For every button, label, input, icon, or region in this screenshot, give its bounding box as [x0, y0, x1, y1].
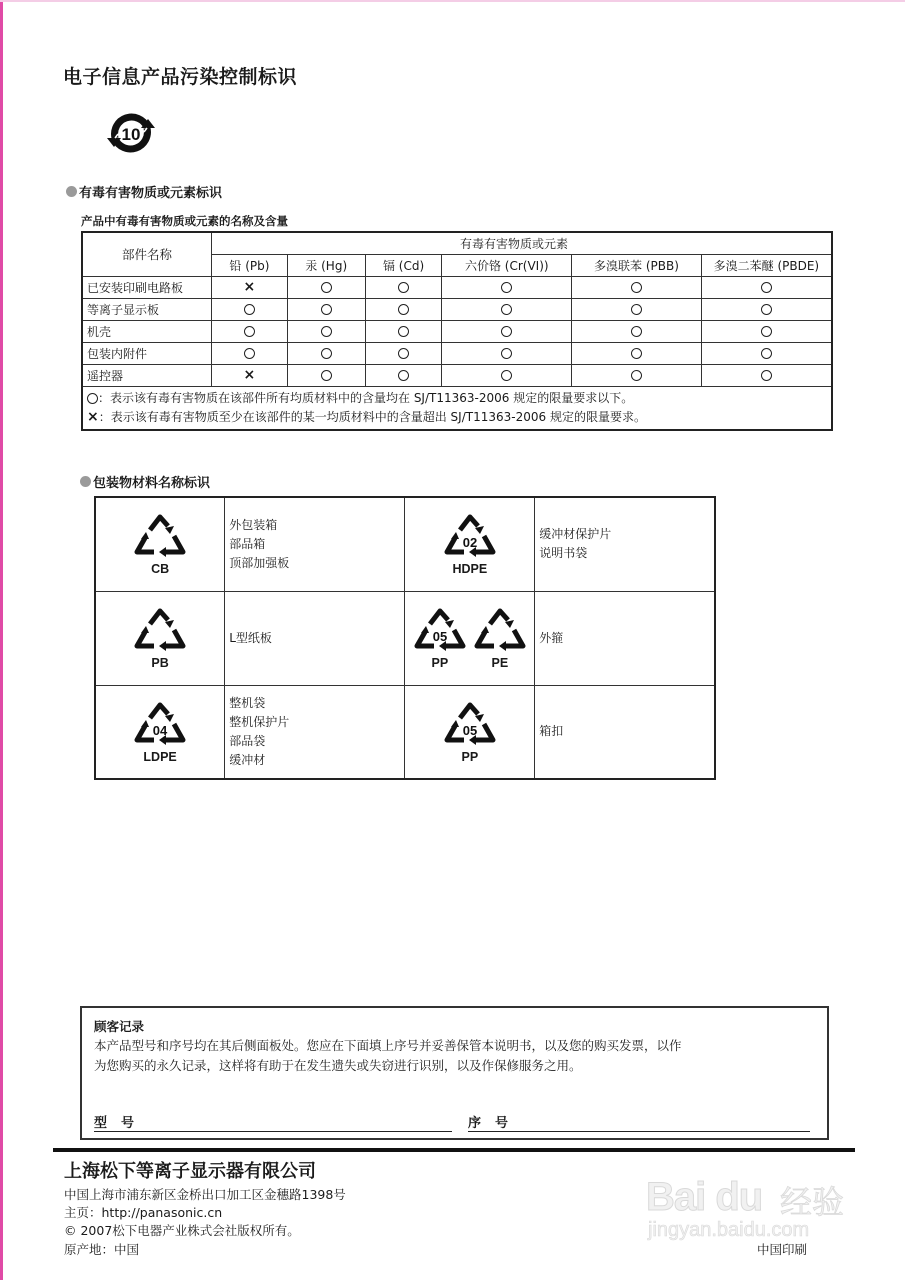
circle-mark-icon	[244, 326, 255, 337]
circle-mark-icon	[287, 298, 365, 320]
circle-mark-icon	[761, 326, 772, 337]
circle-mark-icon	[572, 276, 702, 298]
section-hazardous-title: 有毒有害物质或元素标识	[79, 186, 223, 201]
note-x: ×：表示该有毒有害物质至少在该部件的某一均质材料中的含量超出 SJ/T11363-2006 规定的限量要求。	[87, 408, 646, 425]
packaging-items	[535, 685, 715, 779]
circle-mark-icon	[701, 342, 832, 364]
note-o: ：表示该有毒有害物质在该部件所有均质材料中的含量均在 SJ/T11363-2006 规定的限量要求以下。	[87, 389, 827, 408]
circle-mark-icon	[365, 276, 442, 298]
circle-mark-icon	[761, 348, 772, 359]
circle-mark-icon	[501, 348, 512, 359]
circle-mark-icon	[761, 370, 772, 381]
header-substance: 多溴二苯醚 (PBDE)	[701, 254, 832, 276]
circle-mark-icon	[631, 370, 642, 381]
circle-mark-icon	[244, 348, 255, 359]
packaging-item: 外包装箱	[229, 517, 278, 532]
packaging-item: 说明书袋	[539, 546, 588, 561]
serial-number-field[interactable]	[468, 1112, 810, 1132]
circle-mark-icon	[287, 342, 365, 364]
packaging-item: 顶部加强板	[229, 555, 290, 570]
circle-mark-icon	[398, 370, 409, 381]
table-caption: 产品中有毒有害物质或元素的名称及含量	[81, 214, 288, 228]
circle-mark-icon	[398, 326, 409, 337]
copyright: © 2007松下电器产业株式会社版权所有。	[64, 1223, 300, 1238]
material-code-label: PE	[491, 656, 509, 670]
watermark-url: jingyan.baidu.com	[648, 1219, 810, 1241]
circle-mark-icon	[365, 342, 442, 364]
part-name: 机壳	[82, 320, 212, 342]
table-row	[82, 276, 832, 298]
hazardous-substance-table	[81, 231, 833, 431]
circle-mark-icon	[572, 298, 702, 320]
packaging-item: 整机袋	[229, 695, 266, 710]
customer-record-body-2: 为您购买的永久记录，这样将有助于在发生遗失或失窃进行识别，以及作保修服务之用。	[94, 1058, 582, 1073]
circle-mark-icon	[287, 320, 365, 342]
customer-record-box	[80, 1006, 829, 1140]
packaging-item: 箱扣	[539, 724, 564, 739]
table-row	[82, 298, 832, 320]
company-address: 中国上海市浦东新区金桥出口加工区金穗路1398号	[64, 1187, 346, 1202]
recycle-symbol-cell	[95, 685, 225, 779]
header-substance: 铅 (Pb)	[212, 254, 288, 276]
circle-mark-icon	[701, 298, 832, 320]
recycle-icon	[132, 512, 188, 576]
packaging-items	[535, 591, 715, 685]
bullet-icon	[80, 476, 91, 487]
circle-mark-icon	[572, 364, 702, 386]
circle-mark-icon	[442, 320, 572, 342]
circle-mark-icon	[631, 282, 642, 293]
cross-mark-icon	[212, 276, 288, 298]
packaging-items	[225, 591, 405, 685]
header-substance: 六价铬 (Cr(VI))	[442, 254, 572, 276]
packaging-item: 整机保护片	[229, 714, 290, 729]
printed-in: 中国印刷	[757, 1242, 808, 1257]
customer-record-title: 顾客记录	[94, 1019, 145, 1034]
table-row	[82, 320, 832, 342]
recycle-icon	[472, 606, 528, 670]
circle-mark-icon	[572, 320, 702, 342]
page-edge	[0, 0, 3, 1280]
packaging-items	[225, 497, 405, 591]
circle-mark-icon	[244, 304, 255, 315]
circle-mark-icon	[701, 320, 832, 342]
recycle-symbol-cell	[95, 497, 225, 591]
watermark-brand: Bai du	[646, 1175, 763, 1219]
page-top-edge	[0, 0, 905, 2]
circle-mark-icon	[572, 342, 702, 364]
circle-mark-icon	[87, 393, 98, 404]
packaging-material-table	[94, 496, 716, 780]
resin-code: 04	[152, 722, 168, 738]
page-title: 电子信息产品污染控制标识	[63, 66, 298, 88]
circle-mark-icon	[321, 326, 332, 337]
circle-mark-icon	[701, 364, 832, 386]
header-substance-group: 有毒有害物质或元素	[212, 232, 832, 254]
homepage-link[interactable]: 主页：http://panasonic.cn	[64, 1205, 223, 1220]
material-code-label: LDPE	[143, 749, 177, 764]
model-number-label: 型号	[94, 1116, 149, 1131]
circle-mark-icon	[321, 304, 332, 315]
packaging-item: 部品袋	[229, 733, 266, 748]
material-code-label: PP	[431, 656, 449, 670]
circle-mark-icon	[287, 276, 365, 298]
watermark-brand-cn: 经验	[780, 1183, 845, 1221]
header-part-name: 部件名称	[82, 232, 212, 276]
recycle-symbol-cell	[405, 497, 535, 591]
header-substance: 镉 (Cd)	[365, 254, 442, 276]
baidu-watermark	[640, 1145, 880, 1255]
section-packaging-heading	[80, 472, 210, 491]
header-substance: 多溴联苯 (PBB)	[572, 254, 702, 276]
circle-mark-icon	[365, 364, 442, 386]
circle-mark-icon	[631, 326, 642, 337]
table-notes	[82, 386, 832, 430]
circle-mark-icon	[631, 304, 642, 315]
recycle-icon	[442, 700, 498, 764]
circle-mark-icon	[365, 320, 442, 342]
circle-mark-icon	[442, 276, 572, 298]
recycle-symbol-cell	[405, 685, 535, 779]
cross-mark-icon: ×	[243, 367, 256, 383]
circle-mark-icon	[761, 304, 772, 315]
circle-mark-icon	[761, 282, 772, 293]
circle-mark-icon	[398, 304, 409, 315]
circle-mark-icon	[321, 282, 332, 293]
circle-mark-icon	[212, 320, 288, 342]
packaging-item: 缓冲材保护片	[539, 527, 612, 542]
circle-mark-icon	[701, 276, 832, 298]
part-name: 等离子显示板	[82, 298, 212, 320]
packaging-item: 部品箱	[229, 536, 266, 551]
material-code-label: PP	[461, 749, 479, 764]
header-substance: 汞 (Hg)	[287, 254, 365, 276]
circle-mark-icon	[501, 370, 512, 381]
material-code-label: CB	[151, 562, 170, 577]
circle-mark-icon	[212, 342, 288, 364]
company-name: 上海松下等离子显示器有限公司	[64, 1161, 316, 1182]
circle-mark-icon	[287, 364, 365, 386]
circle-mark-icon	[365, 298, 442, 320]
circle-mark-icon	[212, 298, 288, 320]
circle-mark-icon	[501, 304, 512, 315]
material-code-label: HDPE	[452, 562, 488, 577]
section-hazardous-heading	[66, 182, 222, 201]
packaging-items	[225, 685, 405, 779]
material-code-label: PB	[151, 656, 169, 670]
circle-mark-icon	[398, 282, 409, 293]
section-packaging-title: 包装物材料名称标识	[93, 476, 211, 491]
table-row	[82, 364, 832, 386]
table-row	[95, 685, 715, 779]
recycle-icon	[412, 606, 468, 670]
packaging-item: 缓冲材	[229, 752, 266, 767]
recycle-symbol-cell	[95, 591, 225, 685]
environmental-protection-use-period-icon	[103, 108, 159, 158]
recycle-icon	[442, 512, 498, 576]
table-row	[82, 342, 832, 364]
recycle-icon	[132, 606, 188, 670]
table-row	[95, 591, 715, 685]
packaging-item: 外箍	[539, 630, 564, 645]
resin-code: 02	[462, 535, 478, 551]
packaging-items	[535, 497, 715, 591]
customer-record-body-1: 本产品型号和序号均在其后侧面板处。您应在下面填上序号并妥善保管本说明书，以及您的购买发票，以作	[94, 1038, 682, 1053]
recycle-icon	[132, 700, 188, 764]
circle-mark-icon	[442, 298, 572, 320]
circle-mark-icon	[398, 348, 409, 359]
part-name: 遥控器	[82, 364, 212, 386]
packaging-item: L型纸板	[229, 630, 272, 645]
country-of-origin: 原产地：中国	[64, 1242, 140, 1257]
serial-number-label: 序号	[468, 1116, 523, 1131]
circle-mark-icon	[442, 342, 572, 364]
circle-mark-icon	[501, 326, 512, 337]
recycle-symbol-cell	[405, 591, 535, 685]
resin-code: 05	[432, 629, 448, 644]
circle-mark-icon	[442, 364, 572, 386]
circle-mark-icon	[321, 348, 332, 359]
cross-mark-icon: ×	[243, 279, 256, 295]
resin-code: 05	[462, 722, 478, 738]
cross-mark-icon	[212, 364, 288, 386]
circle-mark-icon	[321, 370, 332, 381]
circle-mark-icon	[631, 348, 642, 359]
table-row	[95, 497, 715, 591]
part-name: 包装内附件	[82, 342, 212, 364]
cross-mark-icon: ×	[87, 408, 99, 425]
bullet-icon	[66, 186, 77, 197]
circle-mark-icon	[501, 282, 512, 293]
rohs-number: 10	[121, 125, 141, 144]
model-number-field[interactable]	[94, 1112, 452, 1132]
part-name: 已安装印刷电路板	[82, 276, 212, 298]
